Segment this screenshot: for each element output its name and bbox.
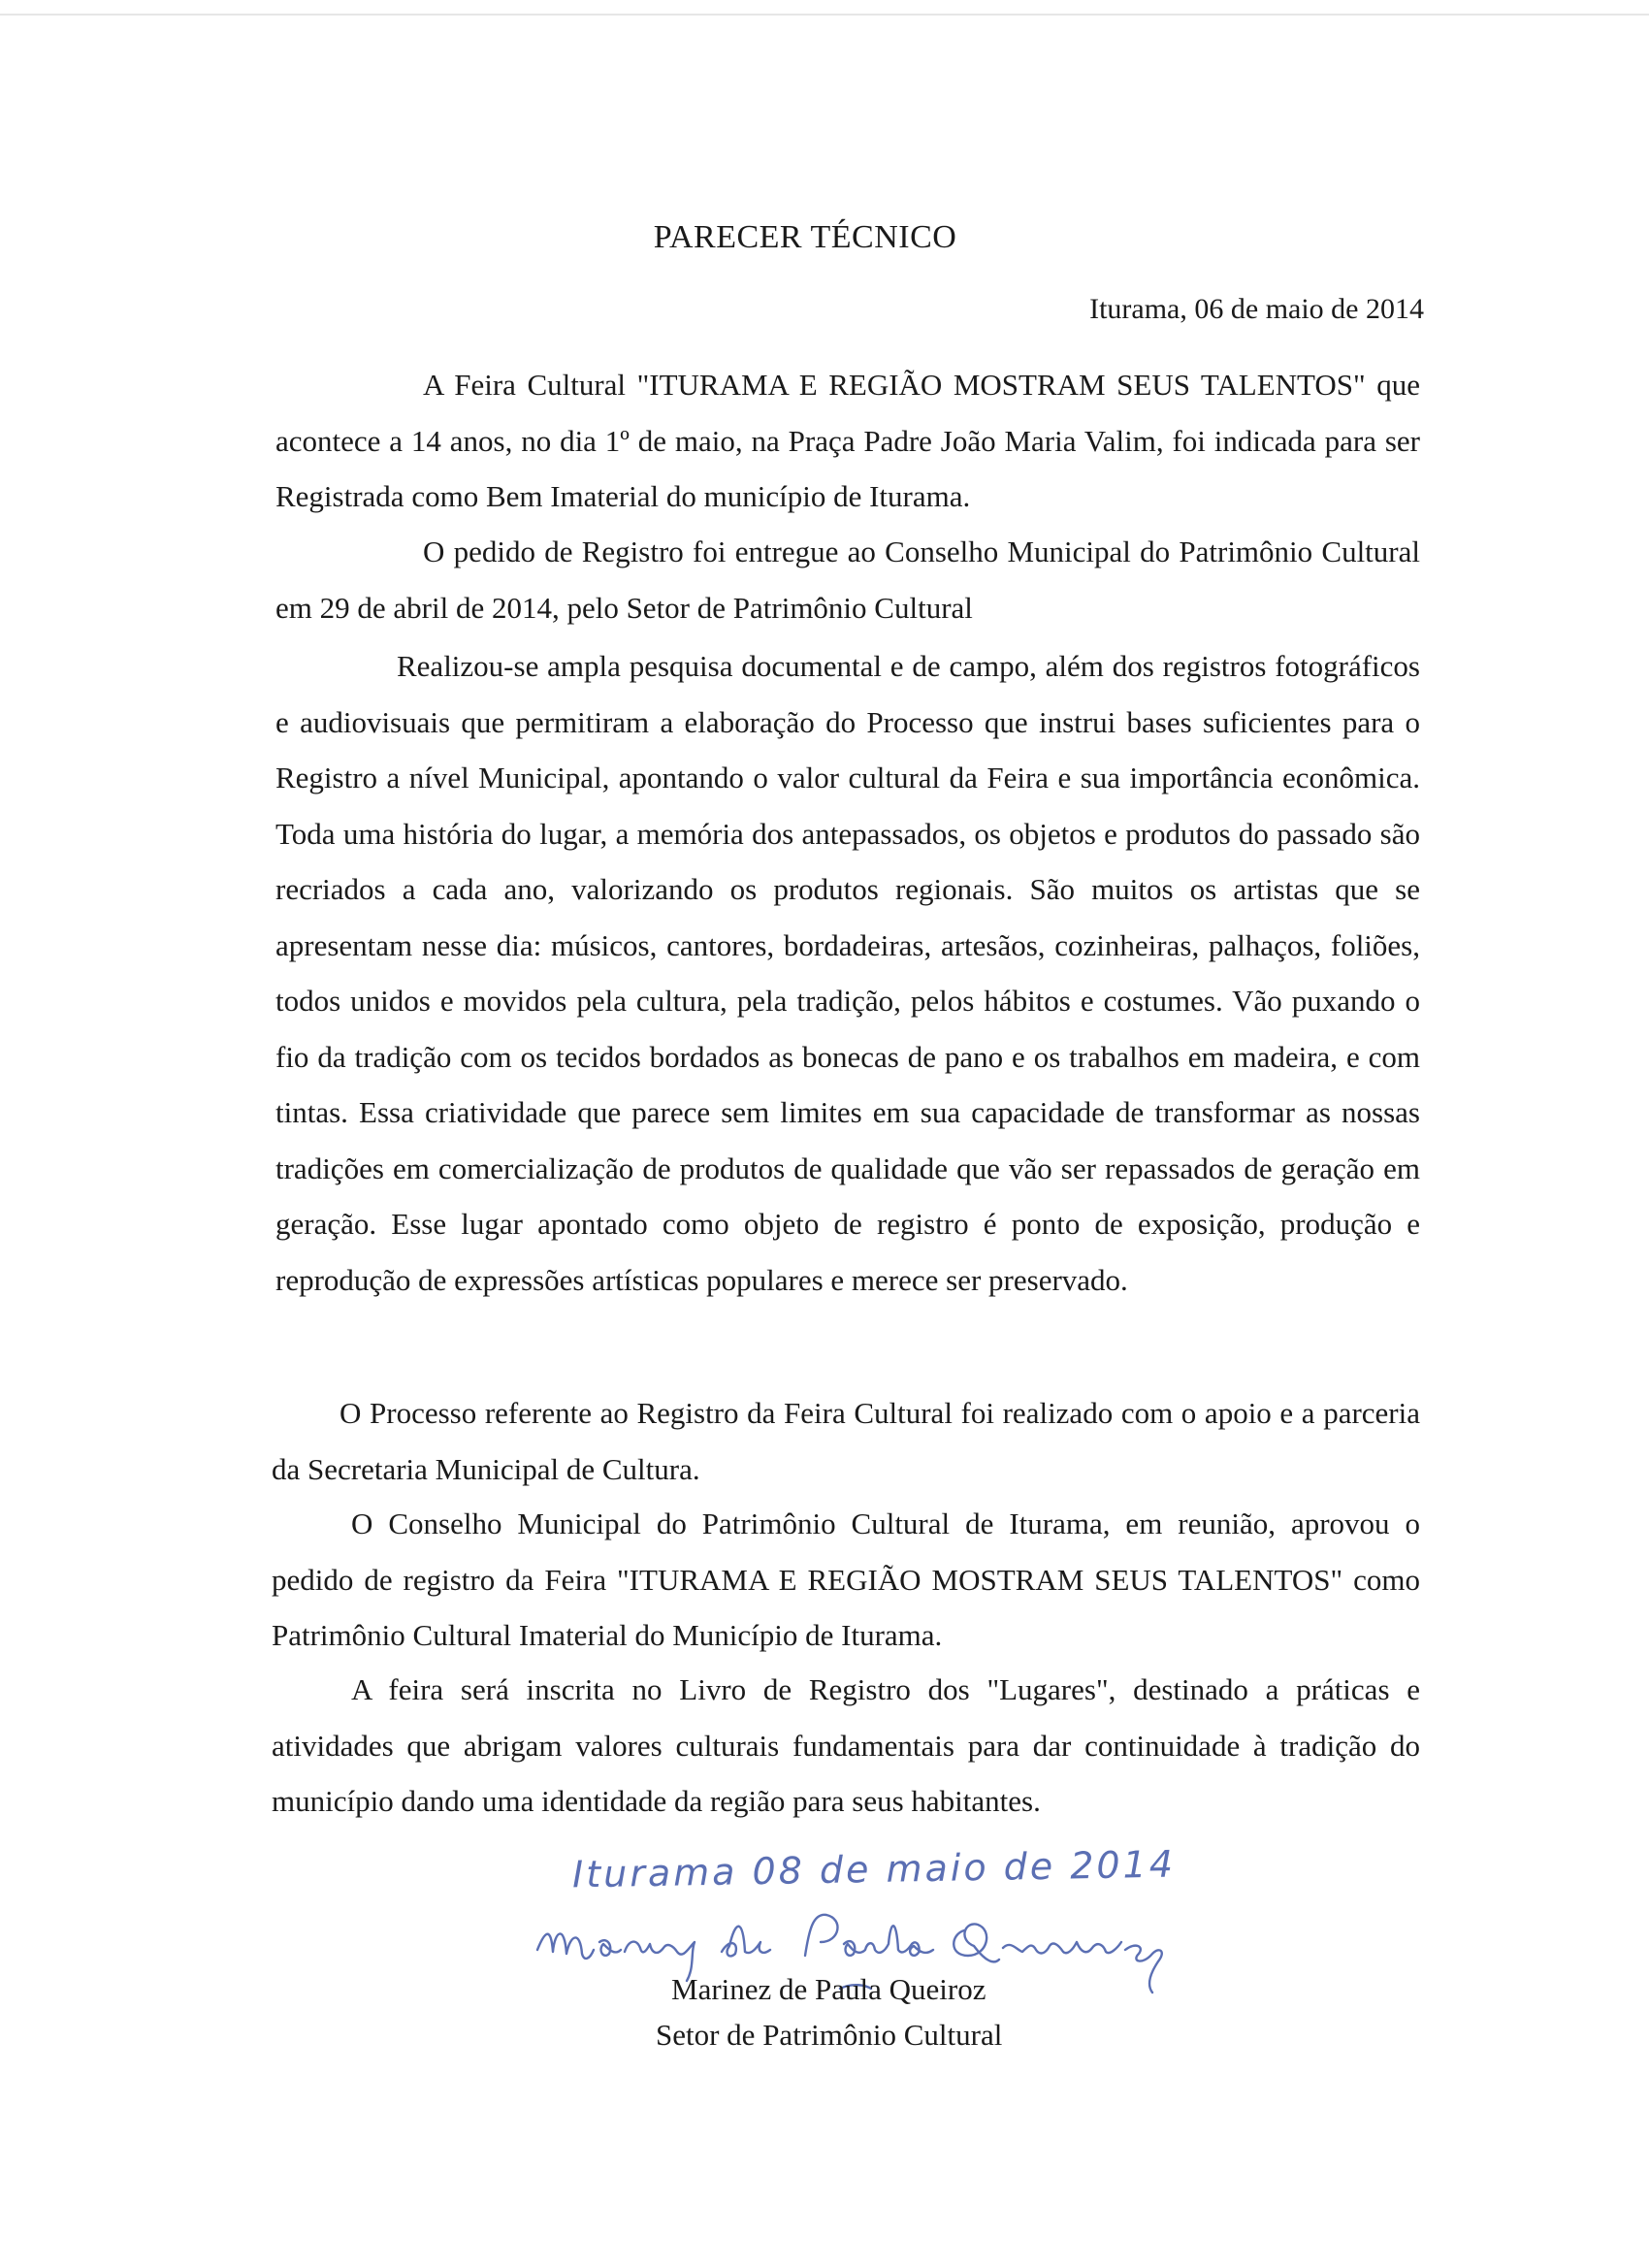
scan-edge-line: [0, 14, 1649, 16]
paragraph-intro: A Feira Cultural "ITURAMA E REGIÃO MOSTRAM SEUS TALENTOS" que acontece a 14 anos, no dia 1º de maio, na Praça Padre João Maria Valim, foi indicada para ser Registrada como Bem Imaterial do município de Iturama.: [275, 368, 1420, 513]
signer-sector: Setor de Patrimônio Cultural: [656, 2018, 1003, 2052]
signer-name: Marinez de Paula Queiroz: [671, 1972, 986, 2006]
paragraph-inscription: A feira será inscrita no Livro de Registro dos "Lugares", destinado a práticas e atividades que abrigam valores culturais fundamentais para dar continuidade à tradição do município dando uma identidade da região para seus habitantes.: [272, 1672, 1420, 1818]
date-line: Iturama, 06 de maio de 2014: [1089, 293, 1424, 325]
paragraph-request: O pedido de Registro foi entregue ao Conselho Municipal do Patrimônio Cultural em 29 de abril de 2014, pelo Setor de Patrimônio Cultural: [275, 535, 1420, 625]
paragraph-research: Realizou-se ampla pesquisa documental e de campo, além dos registros fotográficos e audiovisuais que permitiram a elaboração do Processo que instrui bases suficientes para o Registro a nível Municipal, apontando o valor cultural da Feira e sua importância econômica. Toda uma história do lugar, a memória dos antepassados, os objetos e produtos do passado são recriados a cada ano, valorizando os produtos regionais. São muitos os artistas que se apresentam nesse dia: músicos, cantores, bordadeiras, artesãos, cozinheiras, palhaços, foliões, todos unidos e movidos pela cultura, pela tradição, pelos hábitos e costumes. Vão puxando o fio da tradição com os tecidos bordados as bonecas de pano e os trabalhos em madeira, e com tintas. Essa criatividade que parece sem limites em sua capacidade de transformar as nossas tradições em comercialização de produtos de qualidade que vão ser repassados de geração em geração. Esse lugar apontado como objeto de registro é ponto de exposição, produção e reprodução de expressões artísticas populares e merece ser preservado.: [275, 649, 1420, 1297]
paragraph-process: O Processo referente ao Registro da Feira Cultural foi realizado com o apoio e a parceria da Secretaria Municipal de Cultura.: [272, 1396, 1420, 1486]
paragraph-approval: O Conselho Municipal do Patrimônio Cultural de Iturama, em reunião, aprovou o pedido de registro da Feira "ITURAMA E REGIÃO MOSTRAM SEUS TALENTOS" como Patrimônio Cultural Imaterial do Município de Iturama.: [272, 1507, 1420, 1652]
handwritten-date: Iturama 08 de maio de 2014: [571, 1842, 1177, 1896]
page-title: PARECER TÉCNICO: [653, 219, 957, 255]
